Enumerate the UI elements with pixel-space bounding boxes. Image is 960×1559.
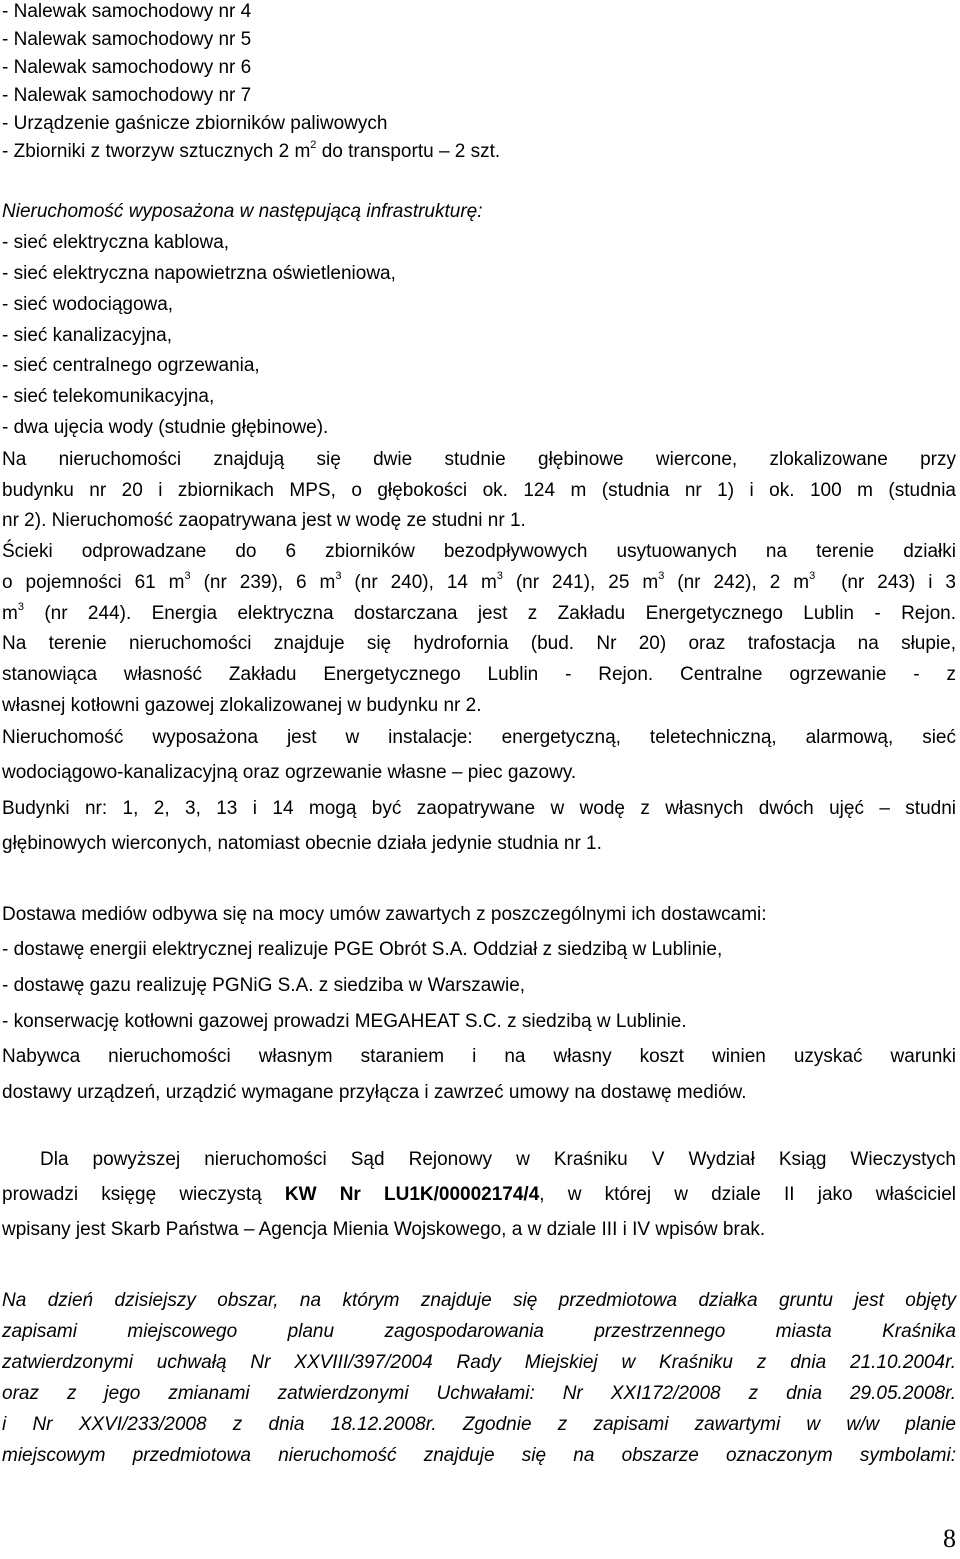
list-item: - Urządzenie gaśnicze zbiorników paliwowych — [2, 113, 388, 134]
list-item: - dostawę energii elektrycznej realizuje PGE Obrót S.A. Oddział z siedzibą w Lublinie, — [2, 939, 723, 960]
paragraph-line: o pojemności 61 $m^3$ (nr 239), 6 $m^3$ (nr 240), 14 $m^3$ (nr 241), 25 $m^3$ (nr 242), 2 $m^3$ (nr 243) i 3 — [2, 570, 956, 593]
section-heading: Nieruchomość wyposażona w następującą infrastrukturę: — [2, 201, 483, 222]
paragraph-line: Budynki nr: 1, 2, 3, 13 i 14 mogą być zaopatrywane w wodę z własnych dwóch ujęć – studni — [2, 798, 956, 819]
paragraph-line: Ścieki odprowadzane do 6 zbiorników bezodpływowych usytuowanych na terenie działki — [2, 541, 956, 562]
list-item: - sieć telekomunikacyjna, — [2, 386, 215, 407]
list-item: - sieć kanalizacyjna, — [2, 325, 173, 346]
list-item: - sieć wodociągowa, — [2, 294, 174, 315]
paragraph-line: i Nr XXVI/233/2008 z dnia 18.12.2008r. Zgodnie z zapisami zawartymi w w/w planie — [2, 1414, 956, 1435]
section-heading: Dostawa mediów odbywa się na mocy umów zawartych z poszczególnymi ich dostawcami: — [2, 904, 767, 925]
paragraph-line: wodociągowo-kanalizacyjną oraz ogrzewanie własne – piec gazowy. — [2, 762, 577, 783]
paragraph-line: własnej kotłowni gazowej zlokalizowanej w budynku nr 2. — [2, 695, 482, 716]
paragraph-line: nr 2). Nieruchomość zaopatrywana jest w wodę ze studni nr 1. — [2, 510, 526, 531]
paragraph-line: oraz z jego zmianami zatwierdzonymi Uchwałami: Nr XXI172/2008 z dnia 29.05.2008r. — [2, 1383, 956, 1404]
list-item: - konserwację kotłowni gazowej prowadzi MEGAHEAT S.C. z siedzibą w Lublinie. — [2, 1011, 687, 1032]
paragraph-line: wpisany jest Skarb Państwa – Agencja Mienia Wojskowego, a w dziale III i IV wpisów brak. — [2, 1219, 766, 1240]
paragraph-line: budynku nr 20 i zbiornikach MPS, o głębokości ok. 124 m (studnia nr 1) i ok. 100 m (studnia — [2, 480, 956, 501]
paragraph-line: Na nieruchomości znajdują się dwie studnie głębinowe wiercone, zlokalizowane przy — [2, 449, 956, 470]
paragraph-line: Dla powyższej nieruchomości Sąd Rejonowy w Kraśniku V Wydział Ksiąg Wieczystych — [40, 1149, 956, 1170]
list-item: - Nalewak samochodowy nr 5 — [2, 29, 252, 50]
list-item: - dostawę gazu realizuję PGNiG S.A. z siedziba w Warszawie, — [2, 975, 526, 996]
paragraph-line: głębinowych wierconych, natomiast obecnie działa jedynie studnia nr 1. — [2, 833, 602, 854]
list-item: - dwa ujęcia wody (studnie głębinowe). — [2, 417, 329, 438]
paragraph-line: miejscowym przedmiotowa nieruchomość znajduje się na obszarze oznaczonym symbolami: — [2, 1445, 956, 1466]
paragraph-line: zatwierdzonymi uchwałą Nr XXVIII/397/2004 Rady Miejskiej w Kraśniku z dnia 21.10.2004r. — [2, 1352, 956, 1373]
list-item: - sieć elektryczna napowietrzna oświetleniowa, — [2, 263, 396, 284]
paragraph-line: Nieruchomość wyposażona jest w instalacje: energetyczną, teletechniczną, alarmową, sieć — [2, 727, 956, 748]
list-item: - sieć centralnego ogrzewania, — [2, 355, 260, 376]
paragraph-line: stanowiąca własność Zakładu Energetycznego Lublin - Rejon. Centralne ogrzewanie - z — [2, 664, 956, 685]
paragraph-line: Na dzień dzisiejszy obszar, na którym znajduje się przedmiotowa działka gruntu jest objęty — [2, 1290, 956, 1311]
page-number: 8 — [943, 1524, 956, 1553]
paragraph-line: prowadzi księgę wieczystą KW Nr LU1K/00002174/4, w której w dziale II jako właściciel — [2, 1184, 956, 1205]
list-item: - Zbiorniki z tworzyw sztucznych 2 $m^2$ do transportu – 2 szt. — [2, 139, 501, 162]
paragraph-line: Na terenie nieruchomości znajduje się hydrofornia (bud. Nr 20) oraz trafostacja na słupie, — [2, 633, 956, 654]
paragraph-line: Nabywca nieruchomości własnym staraniem i na własny koszt winien uzyskać warunki — [2, 1046, 956, 1067]
paragraph-line: zapisami miejscowego planu zagospodarowania przestrzennego miasta Kraśnika — [2, 1321, 956, 1342]
paragraph-line: $m^3$ (nr 244). Energia elektryczna dostarczana jest z Zakładu Energetycznego Lublin - Rejon. — [2, 601, 956, 624]
list-item: - Nalewak samochodowy nr 4 — [2, 1, 252, 22]
paragraph-line: dostawy urządzeń, urządzić wymagane przyłącza i zawrzeć umowy na dostawę mediów. — [2, 1082, 747, 1103]
list-item: - Nalewak samochodowy nr 6 — [2, 57, 252, 78]
list-item: - sieć elektryczna kablowa, — [2, 232, 230, 253]
list-item: - Nalewak samochodowy nr 7 — [2, 85, 252, 106]
